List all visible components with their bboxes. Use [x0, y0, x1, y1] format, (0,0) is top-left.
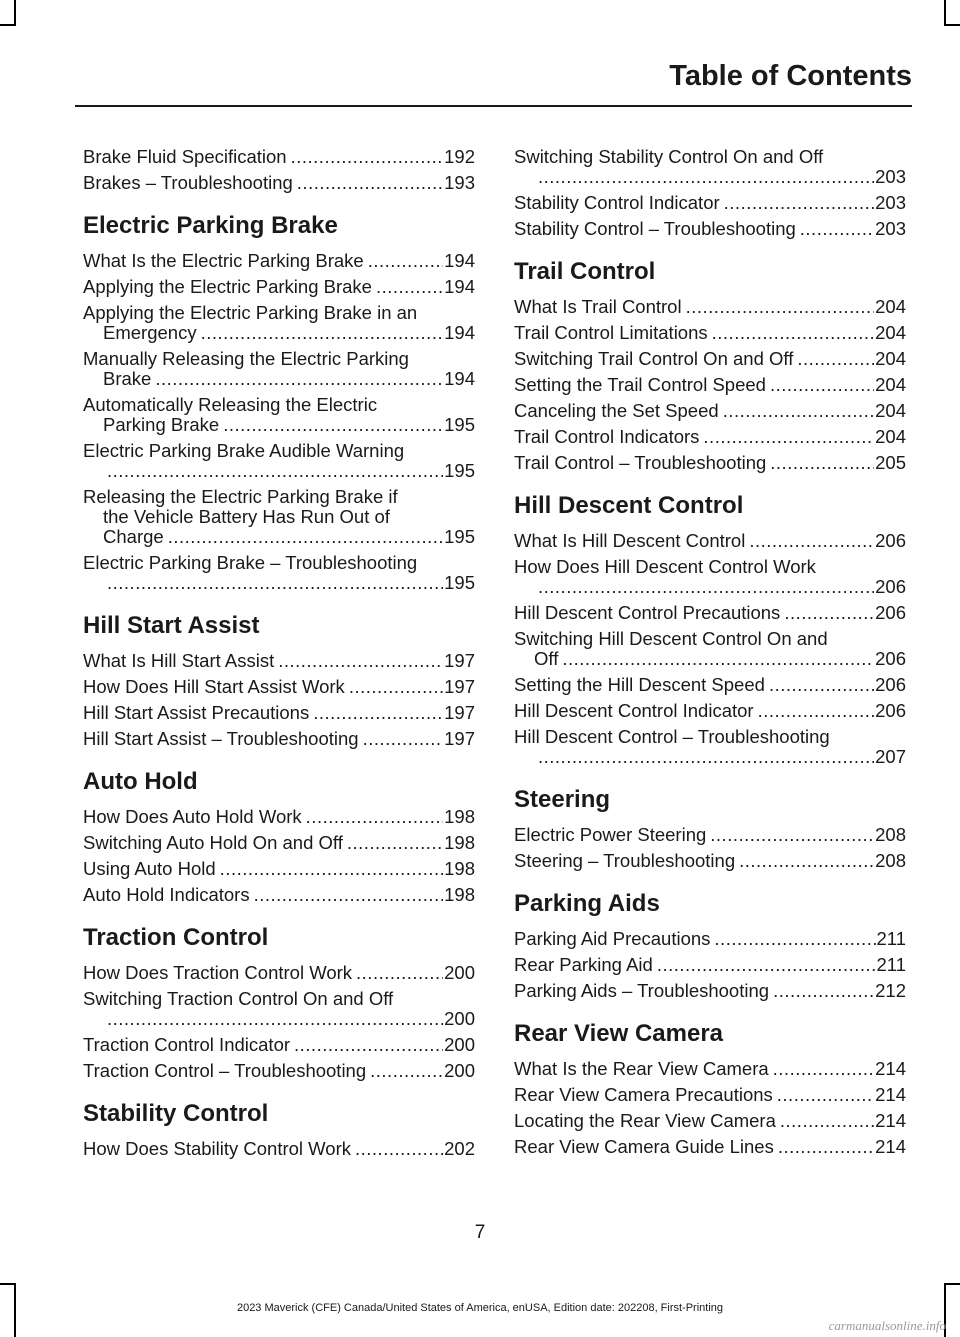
toc-page-number: 206 — [875, 603, 906, 623]
toc-entry-line — [514, 349, 906, 369]
toc-entry[interactable] — [83, 173, 475, 193]
toc-entry-line — [514, 981, 906, 1001]
toc-entry[interactable] — [514, 297, 906, 317]
toc-page-number: 204 — [875, 349, 906, 369]
toc-entry[interactable] — [83, 651, 475, 671]
dot-leader — [773, 981, 874, 1001]
toc-page-number: 202 — [444, 1139, 475, 1159]
toc-entry-title: Rear View Camera Guide Lines — [514, 1137, 774, 1157]
toc-entry-title: Off — [534, 648, 559, 669]
toc-entry-line — [514, 629, 906, 649]
toc-entry[interactable] — [514, 401, 906, 421]
toc-entry-title: Brakes – Troubleshooting — [83, 173, 293, 193]
toc-entry-title: Trail Control Limitations — [514, 323, 708, 343]
toc-entry[interactable] — [83, 1139, 475, 1159]
toc-entry[interactable] — [83, 703, 475, 723]
toc-page-number: 197 — [444, 729, 475, 749]
toc-page-number: 206 — [875, 675, 906, 695]
dot-leader — [356, 963, 443, 983]
toc-page-number: 206 — [875, 531, 906, 551]
toc-entry-title: Manually Releasing the Electric Parking — [83, 349, 409, 369]
dot-leader — [306, 807, 443, 827]
toc-entry[interactable] — [83, 807, 475, 827]
toc-page-number: 194 — [444, 251, 475, 271]
toc-entry-line — [83, 1061, 475, 1081]
toc-page-number: 214 — [875, 1085, 906, 1105]
toc-page-number: 204 — [875, 375, 906, 395]
toc-entry-title: Rear View Camera Precautions — [514, 1085, 773, 1105]
dot-leader — [294, 1035, 443, 1055]
dot-leader — [278, 651, 443, 671]
toc-page-number: 208 — [875, 825, 906, 845]
toc-entry[interactable] — [83, 859, 475, 879]
section-heading: Stability Control — [83, 1100, 269, 1127]
toc-page-number: 198 — [444, 807, 475, 827]
dot-leader — [313, 703, 443, 723]
toc-entry-title: Setting the Hill Descent Speed — [514, 675, 765, 695]
toc-entry-line — [83, 487, 475, 507]
toc-entry[interactable] — [514, 531, 906, 551]
toc-entry-title: Switching Trail Control On and Off — [514, 349, 794, 369]
dot-leader — [770, 453, 874, 473]
section-heading: Electric Parking Brake — [83, 212, 338, 239]
dot-leader — [107, 573, 443, 593]
toc-page-number: 205 — [875, 453, 906, 473]
toc-entry-title: Rear Parking Aid — [514, 955, 653, 975]
dot-leader — [724, 193, 874, 213]
watermark: carmanualsonline.info — [828, 1318, 946, 1333]
toc-page-number: 194 — [444, 277, 475, 297]
toc-page-number: 204 — [875, 401, 906, 421]
dot-leader — [347, 833, 443, 853]
toc-entry-line — [103, 527, 475, 547]
toc-page-number: 197 — [444, 703, 475, 723]
dot-leader — [758, 701, 875, 721]
toc-entry[interactable] — [83, 885, 475, 905]
toc-entry-title: Hill Start Assist – Troubleshooting — [83, 729, 359, 749]
toc-entry-line — [514, 323, 906, 343]
toc-page-number: 206 — [875, 576, 906, 597]
dot-leader — [363, 729, 444, 749]
toc-entry-title: Stability Control – Troubleshooting — [514, 219, 796, 239]
dot-leader — [773, 1059, 874, 1079]
toc-entry-title: Hill Descent Control Precautions — [514, 603, 781, 623]
toc-page-number: 198 — [444, 833, 475, 853]
dot-leader — [686, 297, 875, 317]
toc-entry[interactable] — [83, 349, 475, 389]
dot-leader — [370, 1061, 443, 1081]
toc-page-number: 195 — [444, 572, 475, 593]
toc-page-number: 195 — [444, 460, 475, 481]
toc-entry[interactable] — [514, 147, 906, 187]
toc-entry-line — [534, 747, 906, 767]
toc-entry-line — [83, 349, 475, 369]
toc-entry-line — [83, 859, 475, 879]
toc-entry-line — [103, 415, 475, 435]
toc-entry-title: Brake Fluid Specification — [83, 147, 287, 167]
toc-entry[interactable] — [83, 147, 475, 167]
toc-entry[interactable] — [83, 729, 475, 749]
dot-leader — [770, 375, 874, 395]
toc-entry-title: Electric Parking Brake – Troubleshooting — [83, 553, 418, 573]
toc-entry-title: Releasing the Electric Parking Brake if — [83, 487, 398, 507]
toc-entry-title: Steering – Troubleshooting — [514, 851, 736, 871]
toc-entry-title: Hill Descent Control – Troubleshooting — [514, 727, 830, 747]
toc-entry-title: the Vehicle Battery Has Run Out of — [103, 506, 390, 527]
toc-entry[interactable] — [514, 955, 906, 975]
toc-page-number: 204 — [875, 297, 906, 317]
toc-page-number: 203 — [875, 166, 906, 187]
toc-entry-line — [83, 277, 475, 297]
toc-page-number: 206 — [875, 701, 906, 721]
toc-entry-title: Canceling the Set Speed — [514, 401, 719, 421]
toc-entry-line — [514, 825, 906, 845]
toc-entry-line — [514, 531, 906, 551]
toc-entry[interactable] — [514, 851, 906, 871]
toc-entry-line — [103, 573, 475, 593]
toc-entry-title: Trail Control – Troubleshooting — [514, 453, 767, 473]
toc-entry-title: Switching Traction Control On and Off — [83, 989, 394, 1009]
toc-entry-title: What Is Hill Descent Control — [514, 531, 746, 551]
header-rule — [75, 105, 912, 107]
toc-entry-title: Brake — [103, 368, 152, 389]
toc-entry[interactable] — [83, 989, 475, 1029]
toc-entry-line — [103, 369, 475, 389]
dot-leader — [739, 851, 874, 871]
dot-leader — [107, 461, 443, 481]
toc-page-number: 206 — [875, 648, 906, 669]
dot-leader — [107, 1009, 443, 1029]
toc-entry-line — [83, 147, 475, 167]
toc-entry[interactable] — [514, 981, 906, 1001]
toc-entry[interactable] — [514, 349, 906, 369]
toc-entry-title: Switching Auto Hold On and Off — [83, 833, 343, 853]
toc-entry-line — [514, 297, 906, 317]
toc-entry-line — [514, 727, 906, 747]
toc-entry-title: Trail Control Indicators — [514, 427, 700, 447]
section-heading: Hill Descent Control — [514, 492, 744, 519]
toc-entry[interactable] — [83, 303, 475, 343]
dot-leader — [201, 323, 444, 343]
dot-leader — [297, 173, 443, 193]
toc-entry-line — [514, 701, 906, 721]
toc-page-number: 211 — [876, 955, 906, 975]
dot-leader — [780, 1111, 874, 1131]
toc-entry-line — [83, 1139, 475, 1159]
dot-leader — [376, 277, 443, 297]
dot-leader — [355, 1139, 443, 1159]
toc-entry-line — [534, 167, 906, 187]
dot-leader — [291, 147, 444, 167]
toc-entry[interactable] — [514, 701, 906, 721]
toc-entry-line — [514, 193, 906, 213]
section-heading: Rear View Camera — [514, 1020, 724, 1047]
toc-right-column — [514, 147, 906, 1163]
toc-entry-line — [534, 649, 906, 669]
toc-entry-line — [83, 729, 475, 749]
toc-entry-title: Switching Hill Descent Control On and — [514, 629, 828, 649]
toc-entry[interactable] — [514, 219, 906, 239]
dot-leader — [349, 677, 443, 697]
toc-entry-line — [83, 677, 475, 697]
crop-mark-top-left-h — [0, 24, 16, 26]
toc-entry[interactable] — [514, 929, 906, 949]
toc-page-number: 203 — [875, 219, 906, 239]
toc-entry-line — [83, 173, 475, 193]
toc-entry-line — [83, 963, 475, 983]
toc-entry-title: Charge — [103, 526, 164, 547]
toc-entry[interactable] — [514, 1085, 906, 1105]
page-title: Table of Contents — [669, 60, 912, 92]
dot-leader — [538, 167, 874, 187]
dot-leader — [254, 885, 444, 905]
toc-entry[interactable] — [514, 1111, 906, 1131]
toc-entry[interactable] — [514, 603, 906, 623]
toc-entry-line — [83, 303, 475, 323]
toc-entry-title: How Does Stability Control Work — [83, 1139, 351, 1159]
toc-entry-title: Locating the Rear View Camera — [514, 1111, 776, 1131]
toc-entry[interactable] — [83, 833, 475, 853]
toc-entry[interactable] — [83, 553, 475, 593]
toc-left-column — [83, 147, 475, 1165]
dot-leader — [657, 955, 876, 975]
toc-page-number: 195 — [444, 526, 475, 547]
section-heading: Steering — [514, 786, 611, 813]
toc-page-number: 194 — [444, 322, 475, 343]
section-heading: Traction Control — [83, 924, 269, 951]
toc-page-number: 200 — [444, 1061, 475, 1081]
toc-entry[interactable] — [514, 427, 906, 447]
toc-entry-line — [83, 251, 475, 271]
dot-leader — [703, 427, 874, 447]
dot-leader — [714, 929, 875, 949]
toc-entry-line — [514, 603, 906, 623]
toc-page-number: 208 — [875, 851, 906, 871]
crop-mark-top-right-h — [944, 24, 960, 26]
toc-entry-line — [514, 851, 906, 871]
toc-entry[interactable] — [83, 963, 475, 983]
toc-page-number: 200 — [444, 1035, 475, 1055]
toc-entry-line — [103, 1009, 475, 1029]
crop-mark-bottom-left-h — [0, 1283, 16, 1285]
toc-page-number: 197 — [444, 651, 475, 671]
toc-entry[interactable] — [514, 375, 906, 395]
toc-entry-line — [103, 461, 475, 481]
toc-entry-title: Using Auto Hold — [83, 859, 216, 879]
toc-entry-title: Parking Brake — [103, 414, 220, 435]
toc-entry-title: Electric Parking Brake Audible Warning — [83, 441, 405, 461]
toc-entry-title: Parking Aid Precautions — [514, 929, 711, 949]
crop-mark-bottom-right-h — [944, 1283, 960, 1285]
toc-entry-title: Electric Power Steering — [514, 825, 707, 845]
toc-entry-line — [83, 885, 475, 905]
toc-entry-line — [514, 375, 906, 395]
toc-entry[interactable] — [83, 677, 475, 697]
toc-entry[interactable] — [514, 323, 906, 343]
dot-leader — [710, 825, 874, 845]
toc-entry-line — [514, 1059, 906, 1079]
toc-page-number: 207 — [875, 746, 906, 767]
toc-entry-title: Parking Aids – Troubleshooting — [514, 981, 770, 1001]
dot-leader — [778, 1137, 874, 1157]
toc-entry-line — [514, 675, 906, 695]
toc-page-number: 195 — [444, 414, 475, 435]
dot-leader — [712, 323, 874, 343]
toc-entry-line — [514, 453, 906, 473]
toc-entry-line — [83, 833, 475, 853]
toc-entry[interactable] — [83, 441, 475, 481]
toc-entry-title: How Does Traction Control Work — [83, 963, 353, 983]
crop-mark-top-right — [944, 0, 946, 24]
toc-page-number: 198 — [444, 885, 475, 905]
toc-entry[interactable] — [514, 1137, 906, 1157]
toc-entry-title: Stability Control Indicator — [514, 193, 720, 213]
toc-entry-title: Hill Start Assist Precautions — [83, 703, 310, 723]
toc-page-number: 204 — [875, 323, 906, 343]
toc-entry-title: Emergency — [103, 322, 197, 343]
toc-entry-line — [514, 1137, 906, 1157]
toc-entry[interactable] — [83, 1035, 475, 1055]
toc-entry-line — [514, 955, 906, 975]
toc-page-number: 197 — [444, 677, 475, 697]
toc-page-number: 193 — [444, 173, 475, 193]
toc-entry-title: How Does Hill Start Assist Work — [83, 677, 345, 697]
section-heading: Trail Control — [514, 258, 656, 285]
toc-entry[interactable] — [514, 1059, 906, 1079]
toc-entry-title: Hill Descent Control Indicator — [514, 701, 754, 721]
toc-page-number: 214 — [875, 1059, 906, 1079]
toc-entry-line — [514, 427, 906, 447]
dot-leader — [168, 527, 443, 547]
toc-page-number: 198 — [444, 859, 475, 879]
crop-mark-top-left — [14, 0, 16, 24]
toc-entry-title: Setting the Trail Control Speed — [514, 375, 766, 395]
toc-entry-line — [514, 219, 906, 239]
toc-entry-title: Applying the Electric Parking Brake in an — [83, 303, 418, 323]
toc-page-number: 192 — [444, 147, 475, 167]
toc-page-number: 194 — [444, 368, 475, 389]
toc-entry-title: What Is Hill Start Assist — [83, 651, 275, 671]
toc-entry-title: How Does Auto Hold Work — [83, 807, 302, 827]
toc-page-number: 200 — [444, 963, 475, 983]
toc-entry-line — [83, 441, 475, 461]
section-heading: Auto Hold — [83, 768, 198, 795]
toc-entry[interactable] — [514, 675, 906, 695]
dot-leader — [769, 675, 874, 695]
toc-entry[interactable] — [83, 1061, 475, 1081]
section-heading: Parking Aids — [514, 890, 660, 917]
toc-entry-line — [83, 1035, 475, 1055]
toc-entry[interactable] — [514, 629, 906, 669]
toc-entry[interactable] — [514, 193, 906, 213]
dot-leader — [784, 603, 874, 623]
toc-entry-line — [103, 507, 475, 527]
toc-page-number: 212 — [875, 981, 906, 1001]
toc-entry-line — [514, 147, 906, 167]
toc-entry-line — [514, 401, 906, 421]
toc-entry-line — [514, 1085, 906, 1105]
toc-entry-line — [83, 395, 475, 415]
toc-page-number: 203 — [875, 193, 906, 213]
dot-leader — [223, 415, 443, 435]
toc-entry[interactable] — [514, 453, 906, 473]
dot-leader — [800, 219, 874, 239]
dot-leader — [562, 649, 874, 669]
toc-entry-title: Applying the Electric Parking Brake — [83, 277, 372, 297]
toc-entry[interactable] — [514, 557, 906, 597]
dot-leader — [749, 531, 874, 551]
toc-entry-title: Automatically Releasing the Electric — [83, 395, 378, 415]
toc-entry-title: What Is Trail Control — [514, 297, 682, 317]
toc-entry[interactable] — [514, 727, 906, 767]
toc-page-number: 204 — [875, 427, 906, 447]
toc-entry[interactable] — [514, 825, 906, 845]
toc-entry-line — [514, 929, 906, 949]
toc-entry-line — [83, 989, 475, 1009]
toc-page-number: 200 — [444, 1008, 475, 1029]
dot-leader — [723, 401, 874, 421]
toc-entry-title: How Does Hill Descent Control Work — [514, 557, 816, 577]
toc-page-number: 214 — [875, 1137, 906, 1157]
toc-entry-title: Traction Control – Troubleshooting — [83, 1061, 367, 1081]
toc-entry-line — [534, 577, 906, 597]
toc-entry-line — [83, 807, 475, 827]
toc-entry-title: Auto Hold Indicators — [83, 885, 250, 905]
toc-page-number: 211 — [876, 929, 906, 949]
toc-page-number: 214 — [875, 1111, 906, 1131]
toc-entry-title: What Is the Electric Parking Brake — [83, 251, 364, 271]
toc-entry[interactable] — [83, 277, 475, 297]
toc-entry[interactable] — [83, 487, 475, 547]
edition-footer: 2023 Maverick (CFE) Canada/United States of America, enUSA, Edition date: 202208, First-Printing — [236, 1302, 724, 1314]
toc-entry-line — [514, 557, 906, 577]
toc-entry-title: What Is the Rear View Camera — [514, 1059, 769, 1079]
page-number: 7 — [474, 1222, 486, 1243]
dot-leader — [797, 349, 874, 369]
toc-entry-line — [514, 1111, 906, 1131]
toc-entry[interactable] — [83, 251, 475, 271]
toc-entry-title: Switching Stability Control On and Off — [514, 147, 824, 167]
toc-entry[interactable] — [83, 395, 475, 435]
toc-entry-title: Traction Control Indicator — [83, 1035, 291, 1055]
dot-leader — [538, 577, 874, 597]
page-header — [0, 60, 912, 93]
section-heading: Hill Start Assist — [83, 612, 260, 639]
toc-entry-line — [83, 553, 475, 573]
dot-leader — [155, 369, 443, 389]
toc-entry-line — [83, 703, 475, 723]
toc-entry-line — [103, 323, 475, 343]
dot-leader — [368, 251, 443, 271]
toc-entry-line — [83, 651, 475, 671]
dot-leader — [777, 1085, 874, 1105]
dot-leader — [538, 747, 874, 767]
dot-leader — [220, 859, 443, 879]
